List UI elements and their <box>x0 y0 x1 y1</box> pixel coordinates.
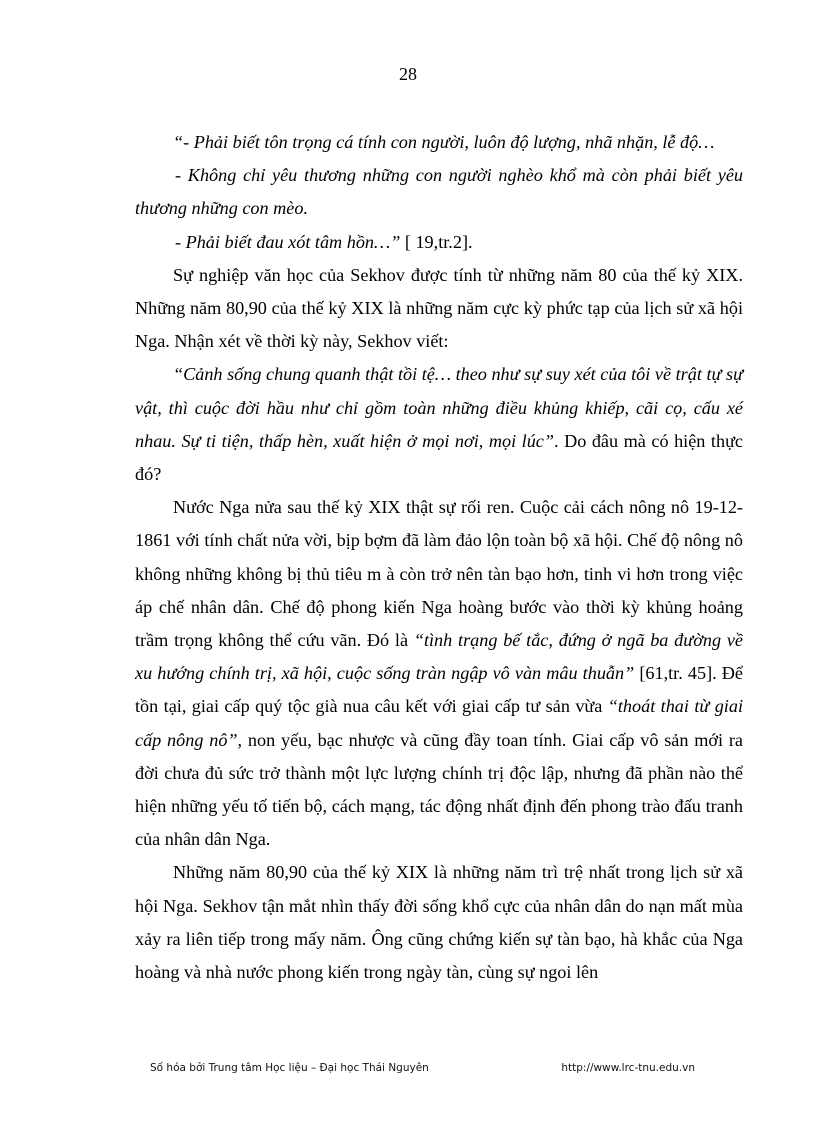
paragraph-2 <box>135 358 743 491</box>
paragraph-3-part-1: Nước Nga nửa sau thế kỷ XIX thật sự rối ren. Cuộc cải cách nông nô 19-12-1861 với tính chất nửa vời, bịp bợm đã làm đảo lộn toàn bộ xã hội. Chế độ nông nô không những không bị thủ tiêu m à còn trở nên tàn bạo hơn, tinh vi hơn trong việc áp chế nhân dân. Chế độ phong kiến Nga hoàng bước vào thời kỳ khủng hoảng trầm trọng không thể cứu vãn. Đó là <box>135 497 743 651</box>
document-body <box>135 126 743 989</box>
paragraph-3-part-3: , non yếu, bạc nhược và cũng đầy toan tính. Giai cấp vô sản mới ra đời chưa đủ sức trở thành một lực lượng chính trị độc lập, nhưng đã phần nào thể hiện những yếu tố tiến bộ, cách mạng, tác động nhất định đến phong trào đấu tranh của nhân dân Nga. <box>135 729 743 850</box>
paragraph-4: Những năm 80,90 của thế kỷ XIX là những năm trì trệ nhất trong lịch sử xã hội Nga. Sekhov tận mắt nhìn thấy đời sống khổ cực của nhân dân do nạn mất mùa xảy ra liên tiếp trong mấy năm. Ông cũng chứng kiến sự tàn bạo, hà khắc của Nga hoàng và nhà nước phong kiến trong ngày tàn, cùng sự ngoi lên <box>135 862 743 983</box>
quote-line-2: - Không chỉ yêu thương những con người nghèo khổ mà còn phải biết yêu thương những con mèo. <box>135 165 743 219</box>
paragraph-2-tail: . Do đâu mà có hiện thực đó? <box>135 430 743 485</box>
page-footer <box>150 1062 695 1074</box>
quote-line-3-text: - Phải biết đau xót tâm hồn…” <box>175 231 401 252</box>
paragraph-3-part-2: [61,tr. 45]. Để tồn tại, giai cấp quý tộc già nua câu kết với giai cấp tư sản vừa <box>135 663 743 717</box>
paragraph-3 <box>135 491 743 856</box>
paragraph-1: Sự nghiệp văn học của Sekhov được tính từ những năm 80 của thế kỷ XIX. Những năm 80,90 của thế kỷ XIX là những năm cực kỳ phức tạp của lịch sử xã hội Nga. Nhận xét về thời kỳ này, Sekhov viết: <box>135 264 743 352</box>
footer-credit: Số hóa bởi Trung tâm Học liệu – Đại học Thái Nguyên <box>150 1062 429 1074</box>
quote-line-3 <box>135 226 743 259</box>
quote-line-1: “- Phải biết tôn trọng cá tính con người, luôn độ lượng, nhã nhặn, lễ độ… <box>173 132 715 152</box>
footer-url: http://www.lrc-tnu.edu.vn <box>561 1062 695 1074</box>
paragraph-2-quote: “Cảnh sống chung quanh thật tồi tệ… theo như sự suy xét của tôi về trật tự sự vật, thì cuộc đời hầu như chỉ gồm toàn những điều khủng khiếp, cãi cọ, cấu xé nhau. Sự ti tiện, thấp hèn, xuất hiện ở mọi nơi, mọi lúc” <box>135 364 743 451</box>
paragraph-3-quote-1: “tình trạng bế tắc, đứng ở ngã ba đường về xu hướng chính trị, xã hội, cuộc sống tràn ngập vô vàn mâu thuẫn” <box>135 630 744 684</box>
paragraph-3-quote-2: “thoát thai từ giai cấp nông nô” <box>135 696 744 750</box>
page-number: 28 <box>399 64 417 84</box>
quote-line-3-reference: [ 19,tr.2]. <box>400 231 473 252</box>
